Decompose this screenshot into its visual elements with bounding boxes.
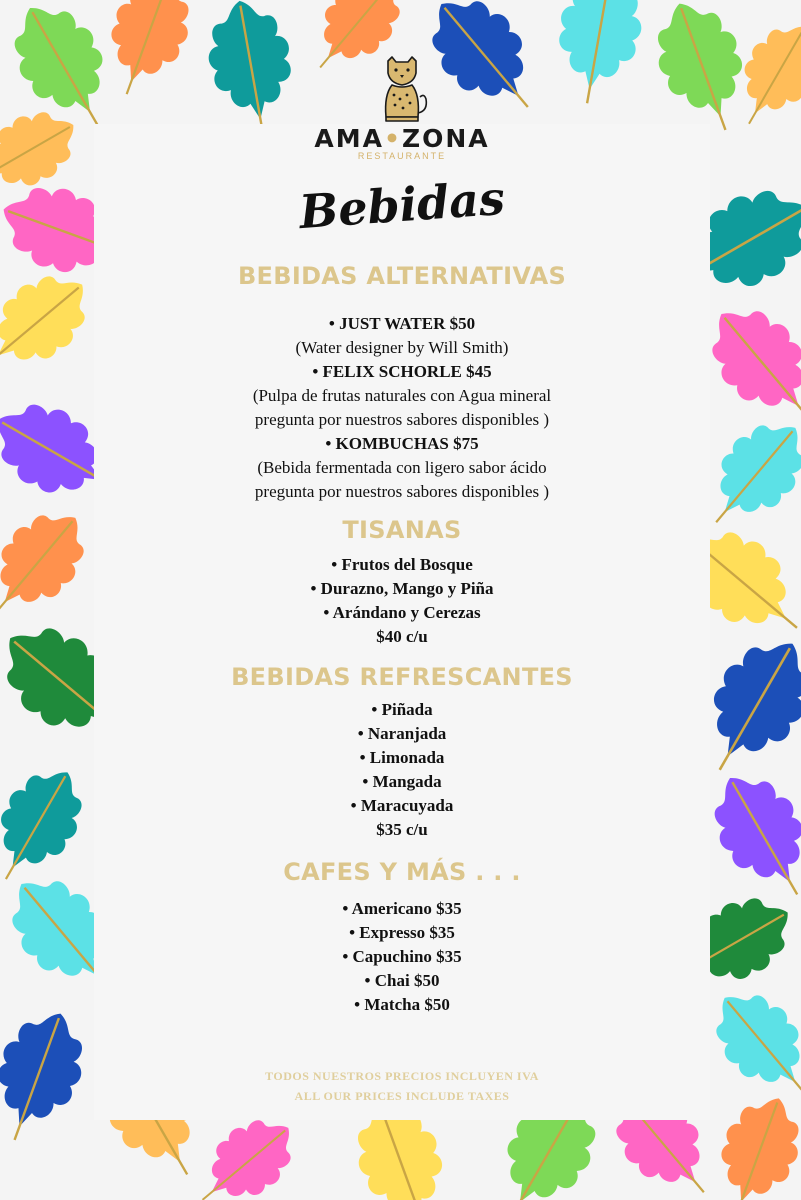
menu-line: • Capuchino $35	[342, 947, 462, 966]
menu-line: • Limonada	[359, 748, 445, 767]
menu-line: pregunta por nuestros sabores disponibles )	[254, 482, 550, 501]
section-items-tisanas	[94, 553, 710, 649]
menu-line: $40 c/u	[376, 627, 428, 646]
leaf-icon	[0, 256, 106, 392]
menu-content	[94, 0, 710, 1200]
price-note-en: ALL OUR PRICES INCLUDE TAXES	[294, 1089, 510, 1103]
section-items-cafes	[94, 897, 710, 1017]
section-title-tisanas: TISANAS	[342, 516, 462, 544]
leaf-icon	[0, 1000, 99, 1154]
menu-line: • Americano $35	[342, 899, 462, 918]
brand-name: AMA•ZONA	[314, 124, 490, 153]
menu-line: (Water designer by Will Smith)	[295, 338, 509, 357]
menu-line: • Naranjada	[357, 724, 447, 743]
menu-title: Bebidas	[297, 170, 507, 240]
menu-line: • FELIX SCHORLE $45	[312, 362, 492, 381]
section-title-cafes: CAFES Y MÁS . . .	[283, 858, 521, 886]
menu-line: • Arándano y Cerezas	[323, 603, 481, 622]
leaf-icon	[702, 1086, 801, 1200]
section-items-bebidas-refrescantes	[94, 698, 710, 842]
menu-line: • Mangada	[362, 772, 442, 791]
leaf-icon	[0, 754, 100, 898]
menu-line: • KOMBUCHAS $75	[325, 434, 479, 453]
menu-line: (Bebida fermentada con ligero sabor ácido	[257, 458, 547, 477]
menu-line: • JUST WATER $50	[328, 314, 476, 333]
menu-line: • Piñada	[371, 700, 433, 719]
section-items-bebidas-alternativas	[94, 312, 710, 504]
menu-line: pregunta por nuestros sabores disponibles )	[254, 410, 550, 429]
menu-line: • Chai $50	[364, 971, 440, 990]
brand-subtitle: RESTAURANTE	[357, 151, 447, 161]
menu-line: (Pulpa de frutas naturales con Agua mineral	[252, 386, 552, 405]
section-title-bebidas-refrescantes: BEBIDAS REFRESCANTES	[231, 663, 573, 691]
jaguar-icon	[374, 55, 430, 125]
leaf-icon	[0, 494, 104, 636]
menu-line: $35 c/u	[376, 820, 428, 839]
menu-line: • Expresso $35	[349, 923, 455, 942]
menu-line: • Frutos del Bosque	[331, 555, 473, 574]
price-note-es: TODOS NUESTROS PRECIOS INCLUYEN IVA	[265, 1069, 539, 1083]
menu-line: • Maracuyada	[350, 796, 454, 815]
menu-line: • Matcha $50	[354, 995, 450, 1014]
logo	[94, 55, 710, 161]
leaf-icon	[695, 758, 801, 915]
menu-line: • Durazno, Mango y Piña	[310, 579, 494, 598]
price-note	[94, 1066, 710, 1106]
leaf-icon	[696, 974, 801, 1116]
section-title-bebidas-alternativas: BEBIDAS ALTERNATIVAS	[237, 262, 567, 290]
